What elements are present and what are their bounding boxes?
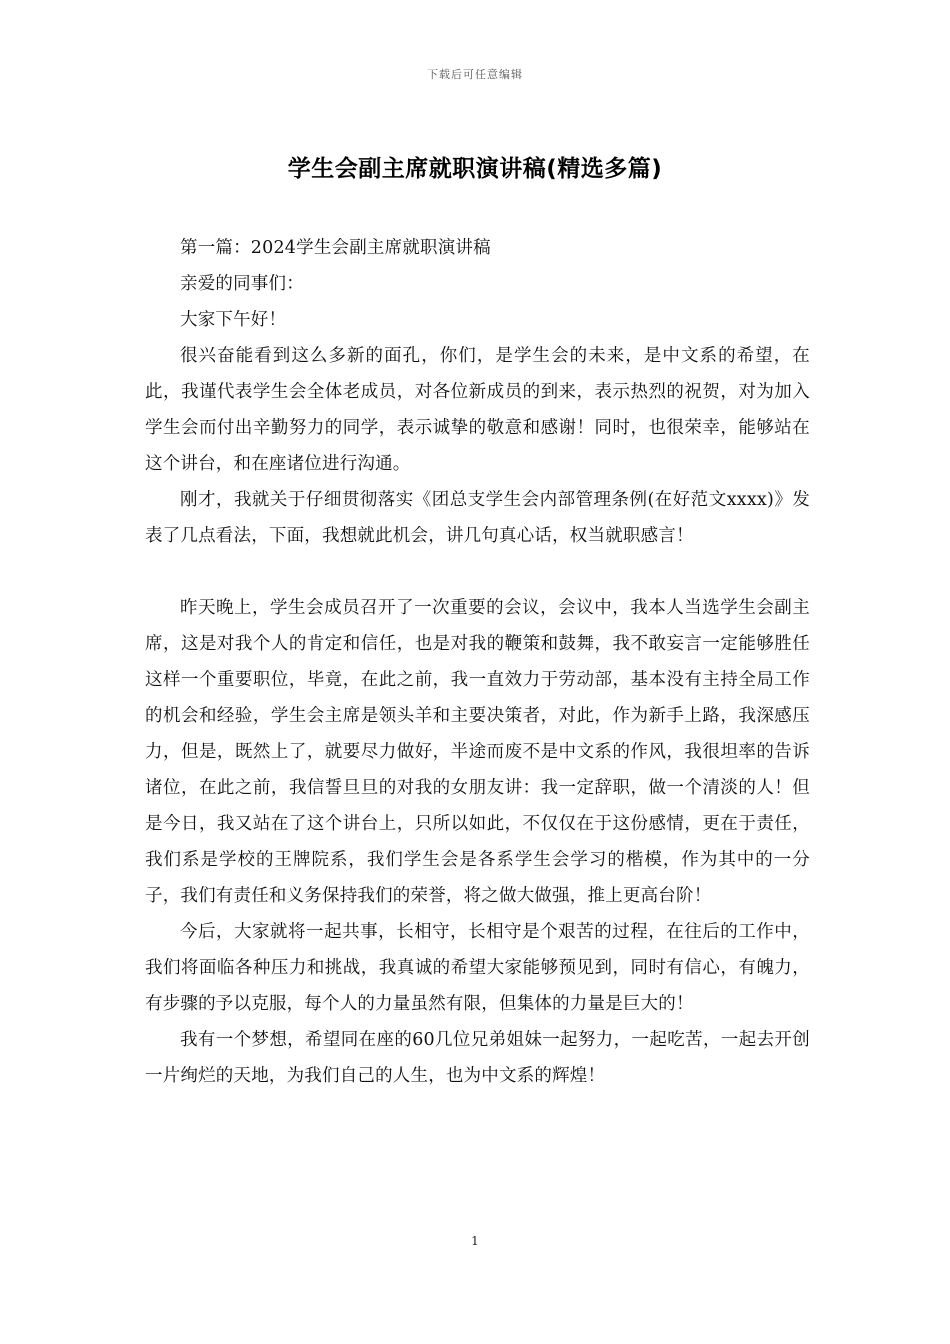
header-note: 下载后可任意编辑 [427, 68, 523, 81]
paragraph: 刚才，我就关于仔细贯彻落实《团总支学生会内部管理条例(在好范文xxxx)》发表了几点看法，下面，我想就此机会，讲几句真心话，权当就职感言！ [145, 490, 810, 546]
paragraph: 昨天晚上，学生会成员召开了一次重要的会议，会议中，我本人当选学生会副主席，这是对我个人的肯定和信任，也是对我的鞭策和鼓舞，我不敢妄言一定能够胜任这样一个重要职位，毕竟，在此之前，我一直效力于劳动部，基本没有主持全局工作的机会和经验，学生会主席是领头羊和主要决策者，对此，作为新手上路，我深感压力，但是，既然上了，就要尽力做好，半途而废不是中文系的作风，我很坦率的告诉诸位，在此之前，我信誓旦旦的对我的女朋友讲：我一定辞职，做一个清淡的人！但是今日，我又站在了这个讲台上，只所以如此，不仅仅在于这份感情，更在于责任，我们系是学校的王牌院系，我们学生会是各系学生会学习的楷模，作为其中的一分子，我们有责任和义务保持我们的荣誉，将之做大做强，推上更高台阶！ [145, 598, 810, 906]
paragraph: 我有一个梦想，希望同在座的60几位兄弟姐妹一起努力，一起吃苦，一起去开创一片绚烂的天地，为我们自己的人生，也为中文系的辉煌！ [145, 1030, 810, 1086]
document-body [145, 230, 810, 1094]
paragraph: 很兴奋能看到这么多新的面孔，你们，是学生会的未来，是中文系的希望，在此，我谨代表学生会全体老成员，对各位新成员的到来，表示热烈的祝贺，对为加入学生会而付出辛勤努力的同学，表示诚挚的敬意和感谢！同时，也很荣幸，能够站在这个讲台，和在座诸位进行沟通。 [145, 346, 810, 474]
greeting: 大家下午好！ [180, 310, 287, 330]
document-title: 学生会副主席就职演讲稿(精选多篇) [287, 156, 663, 182]
paragraph-gap [145, 554, 810, 590]
section-heading: 第一篇：2024学生会副主席就职演讲稿 [180, 238, 491, 258]
page-number: 1 [471, 1234, 479, 1248]
paragraph: 今后，大家就将一起共事，长相守，长相守是个艰苦的过程，在往后的工作中，我们将面临各种压力和挑战，我真诚的希望大家能够预见到，同时有信心，有魄力，有步骤的予以克服，每个人的力量虽然有限，但集体的力量是巨大的！ [145, 922, 810, 1014]
salutation: 亲爱的同事们： [180, 274, 304, 294]
